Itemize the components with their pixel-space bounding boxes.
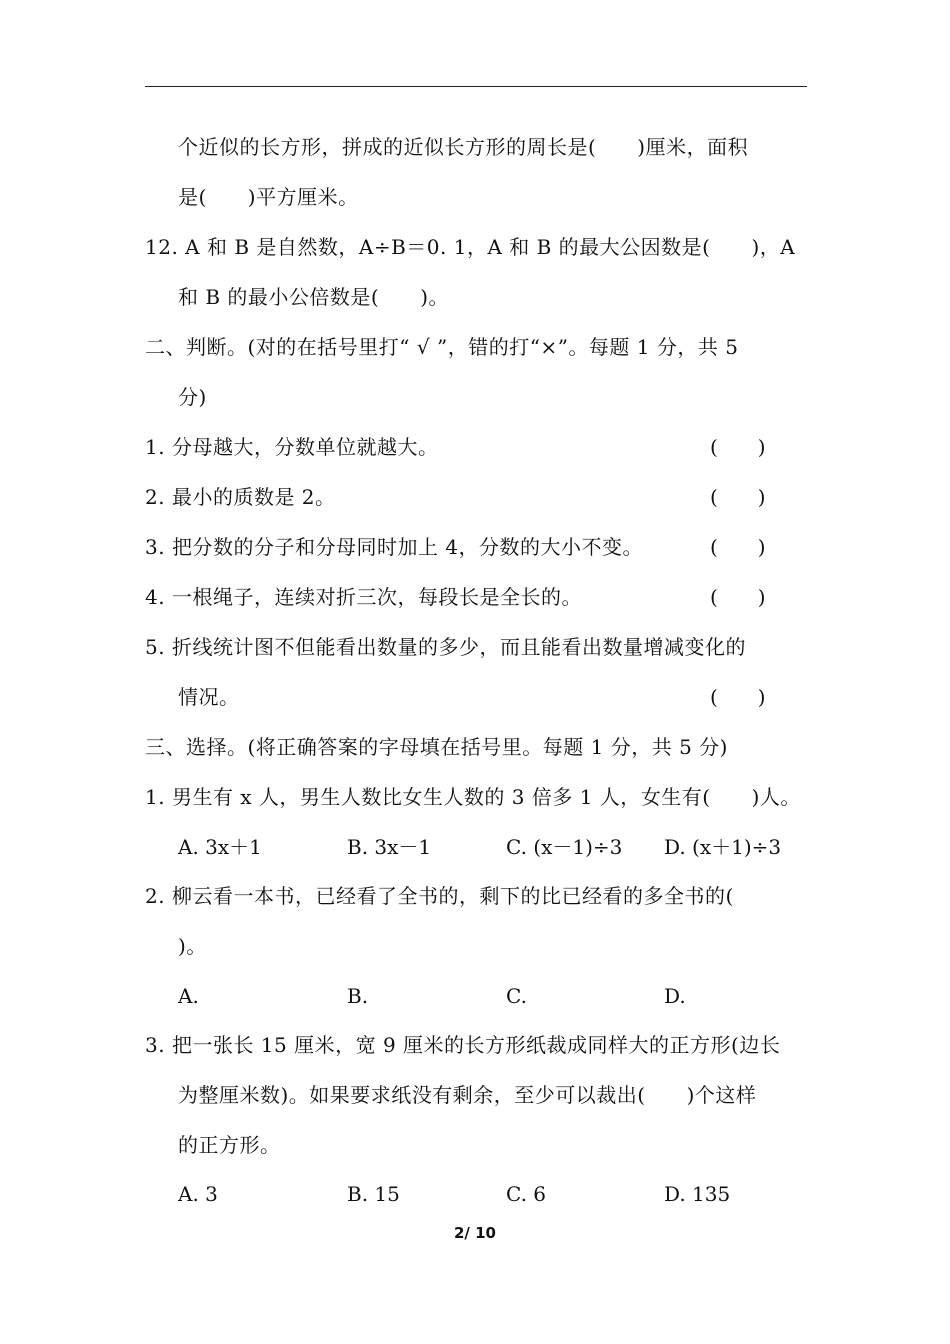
header-rule — [145, 86, 807, 87]
choice-2-option-b[interactable]: B. — [347, 984, 369, 1008]
choice-1-option-a[interactable]: A. 3x＋1 — [178, 835, 262, 859]
q12-line-1: 12. A 和 B 是自然数，A÷B＝0. 1，A 和 B 的最大公因数是( )，A — [145, 235, 796, 259]
choice-item-3: 3. 把一张长 15 厘米，宽 9 厘米的长方形纸裁成同样大的正方形(边长 — [145, 1033, 781, 1057]
judge-item-2: 2. 最小的质数是 2。 — [145, 485, 336, 509]
section-choice-title: 三、选择。(将正确答案的字母填在括号里。每题 1 分，共 5 分) — [145, 735, 728, 759]
page-number: 2/ 10 — [453, 1224, 496, 1242]
choice-1-option-c[interactable]: C. (x－1)÷3 — [506, 835, 623, 859]
choice-item-1: 1. 男生有 x 人，男生人数比女生人数的 3 倍多 1 人，女生有( )人。 — [145, 785, 801, 809]
choice-2-option-d[interactable]: D. — [664, 984, 686, 1008]
judge-item-3: 3. 把分数的分子和分母同时加上 4，分数的大小不变。 — [145, 535, 644, 559]
choice-1-option-b[interactable]: B. 3x－1 — [347, 835, 432, 859]
choice-item-3-cont-1: 为整厘米数)。如果要求纸没有剩余，至少可以裁出( )个这样 — [178, 1083, 757, 1107]
choice-item-2: 2. 柳云看一本书，已经看了全书的，剩下的比已经看的多全书的( — [145, 884, 734, 908]
section-judge-title-cont: 分) — [178, 385, 207, 409]
choice-item-3-cont-2: 的正方形。 — [178, 1133, 281, 1157]
judge-answer-5[interactable]: ( ) — [710, 685, 766, 709]
judge-item-5-cont: 情况。 — [178, 685, 240, 709]
q12-line-2: 和 B 的最小公倍数是( )。 — [178, 285, 450, 309]
judge-item-5: 5. 折线统计图不但能看出数量的多少，而且能看出数量增减变化的 — [145, 635, 746, 659]
judge-item-4: 4. 一根绳子，连续对折三次，每段长是全长的。 — [145, 585, 582, 609]
choice-3-option-a[interactable]: A. 3 — [178, 1182, 218, 1206]
choice-item-2-cont: )。 — [178, 934, 207, 958]
judge-item-1: 1. 分母越大，分数单位就越大。 — [145, 435, 439, 459]
choice-2-option-a[interactable]: A. — [178, 984, 199, 1008]
q11-line-1: 个近似的长方形，拼成的近似长方形的周长是( )厘米，面积 — [178, 135, 749, 159]
choice-2-option-c[interactable]: C. — [506, 984, 527, 1008]
choice-3-option-c[interactable]: C. 6 — [506, 1182, 547, 1206]
judge-answer-1[interactable]: ( ) — [710, 435, 766, 459]
choice-3-option-d[interactable]: D. 135 — [664, 1182, 731, 1206]
judge-answer-4[interactable]: ( ) — [710, 585, 766, 609]
choice-1-option-d[interactable]: D. (x＋1)÷3 — [664, 835, 782, 859]
q11-line-2: 是( )平方厘米。 — [178, 185, 359, 209]
choice-3-option-b[interactable]: B. 15 — [347, 1182, 400, 1206]
section-judge-title: 二、判断。(对的在括号里打“ √ ”，错的打“×”。每题 1 分，共 5 — [145, 335, 739, 359]
judge-answer-2[interactable]: ( ) — [710, 485, 766, 509]
judge-answer-3[interactable]: ( ) — [710, 535, 766, 559]
